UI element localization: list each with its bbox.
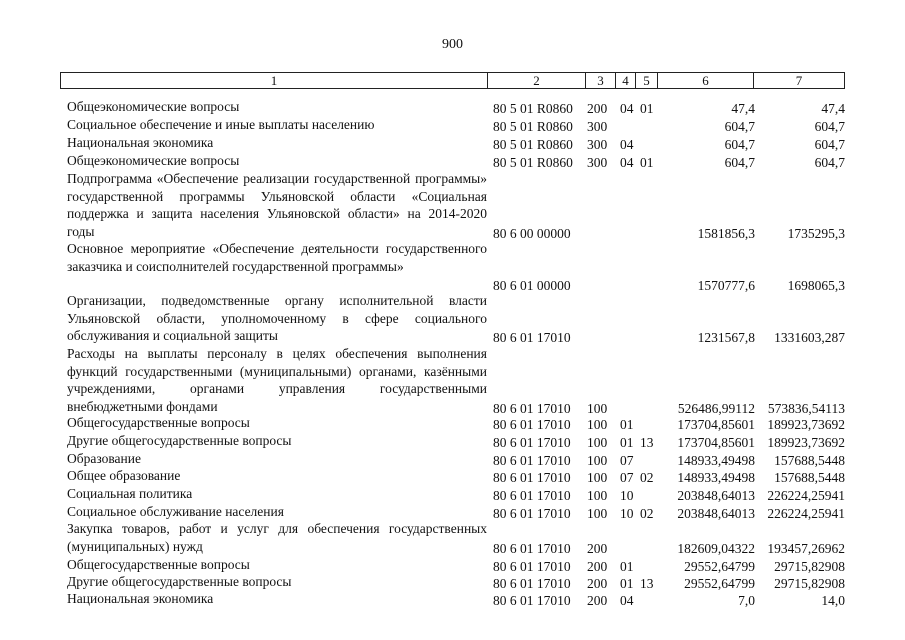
subsection: 13 <box>640 435 654 450</box>
amount-year-1: 182609,04322 <box>677 540 755 556</box>
budget-code: 80 5 01 R0860 <box>493 101 573 116</box>
budget-code: 80 6 01 17010 <box>493 506 571 521</box>
amount-year-1: 47,4 <box>731 101 755 116</box>
budget-code: 80 6 01 17010 <box>493 488 571 503</box>
row-name: Социальное обеспечение и иные выплаты населению <box>67 117 375 132</box>
header-col-6: 6 <box>657 72 754 89</box>
amount-year-1: 1570777,6 <box>697 278 755 293</box>
amount-year-2: 189923,73692 <box>767 417 845 432</box>
row-name: Общеэкономические вопросы <box>67 99 240 114</box>
amount-year-2: 29715,82908 <box>774 559 845 574</box>
row-name: Закупка товаров, работ и услуг для обеспечения государственных (муниципальных) нужд <box>67 521 487 554</box>
header-col-5: 5 <box>635 72 658 89</box>
amount-year-2: 47,4 <box>821 101 845 116</box>
expense-type: 200 <box>587 576 608 591</box>
section: 10 <box>620 488 634 503</box>
header-col-2: 2 <box>487 72 586 89</box>
subsection: 01 <box>640 101 654 116</box>
amount-year-1: 148933,49498 <box>677 470 755 485</box>
amount-year-2: 226224,25941 <box>767 506 845 521</box>
section: 04 <box>620 101 634 116</box>
section: 01 <box>620 417 634 432</box>
header-col-1: 1 <box>60 72 488 89</box>
expense-type: 200 <box>587 540 608 556</box>
amount-year-2: 604,7 <box>814 119 845 134</box>
page-number: 900 <box>442 37 463 52</box>
row-name: Другие общегосударственные вопросы <box>67 574 292 589</box>
budget-code: 80 6 01 17010 <box>493 417 571 432</box>
section: 04 <box>620 593 634 608</box>
expense-type: 200 <box>587 559 608 574</box>
row-name: Организации, подведомственные органу исполнительной власти Ульяновской области, уполномоченному в сфере социального обслуживания и социальной защиты <box>67 293 487 343</box>
expense-type: 100 <box>587 400 608 416</box>
amount-year-1: 173704,85601 <box>677 435 755 450</box>
row-name: Общее образование <box>67 468 181 483</box>
amount-year-2: 193457,26962 <box>767 540 845 556</box>
expense-type: 100 <box>587 453 608 468</box>
expense-type: 100 <box>587 488 608 503</box>
header-col-3: 3 <box>585 72 616 89</box>
row-name: Национальная экономика <box>67 591 214 606</box>
amount-year-1: 604,7 <box>724 155 755 170</box>
section: 01 <box>620 576 634 591</box>
row-name: Образование <box>67 451 141 466</box>
header-col-4: 4 <box>615 72 636 89</box>
header-col-7: 7 <box>753 72 845 89</box>
amount-year-2: 157688,5448 <box>774 470 845 485</box>
amount-year-2: 1331603,287 <box>774 330 845 345</box>
amount-year-2: 1735295,3 <box>787 225 845 241</box>
row-name: Социальное обслуживание населения <box>67 504 284 519</box>
budget-code: 80 6 01 17010 <box>493 576 571 591</box>
budget-code: 80 6 00 00000 <box>493 225 571 241</box>
row-name: Национальная экономика <box>67 135 214 150</box>
section: 01 <box>620 559 634 574</box>
amount-year-2: 1698065,3 <box>787 278 845 293</box>
expense-type: 300 <box>587 137 608 152</box>
expense-type: 100 <box>587 435 608 450</box>
expense-type: 100 <box>587 417 608 432</box>
amount-year-1: 1581856,3 <box>697 225 755 241</box>
budget-code: 80 6 01 17010 <box>493 330 571 345</box>
budget-code: 80 5 01 R0860 <box>493 119 573 134</box>
amount-year-1: 203848,64013 <box>677 488 755 503</box>
section: 07 <box>620 453 634 468</box>
amount-year-1: 29552,64799 <box>684 559 755 574</box>
budget-code: 80 6 01 17010 <box>493 435 571 450</box>
amount-year-2: 573836,54113 <box>767 400 845 416</box>
budget-code: 80 5 01 R0860 <box>493 137 573 152</box>
row-name: Общегосударственные вопросы <box>67 557 250 572</box>
amount-year-1: 604,7 <box>724 119 755 134</box>
budget-code: 80 6 01 17010 <box>493 593 571 608</box>
expense-type: 300 <box>587 119 608 134</box>
amount-year-1: 526486,99112 <box>677 400 755 416</box>
amount-year-1: 203848,64013 <box>677 506 755 521</box>
amount-year-2: 226224,25941 <box>767 488 845 503</box>
section: 07 <box>620 470 634 485</box>
budget-code: 80 5 01 R0860 <box>493 155 573 170</box>
section: 10 <box>620 506 634 521</box>
section: 04 <box>620 137 634 152</box>
amount-year-1: 173704,85601 <box>677 417 755 432</box>
expense-type: 100 <box>587 506 608 521</box>
row-name: Подпрограмма «Обеспечение реализации государственной программы» государственной программы Ульяновской области «Социальная поддержка и защита населения Ульяновской области» на 2014-2020 годы <box>67 171 487 239</box>
expense-type: 200 <box>587 593 608 608</box>
row-name: Социальная политика <box>67 486 193 501</box>
expense-type: 300 <box>587 155 608 170</box>
row-name: Общегосударственные вопросы <box>67 415 250 430</box>
amount-year-2: 604,7 <box>814 155 845 170</box>
amount-year-1: 29552,64799 <box>684 576 755 591</box>
subsection: 13 <box>640 576 654 591</box>
subsection: 01 <box>640 155 654 170</box>
subsection: 02 <box>640 506 654 521</box>
row-name: Общеэкономические вопросы <box>67 153 240 168</box>
amount-year-2: 604,7 <box>814 137 845 152</box>
expense-type: 200 <box>587 101 608 116</box>
amount-year-1: 148933,49498 <box>677 453 755 468</box>
row-name: Расходы на выплаты персоналу в целях обеспечения выполнения функций государственными (муниципальными) органами, казёнными учреждениями, органами управления государственными внебюджетными фондами <box>67 346 487 414</box>
amount-year-1: 7,0 <box>738 593 755 608</box>
budget-code: 80 6 01 17010 <box>493 559 571 574</box>
budget-code: 80 6 01 17010 <box>493 540 571 556</box>
amount-year-1: 1231567,8 <box>697 330 755 345</box>
amount-year-2: 157688,5448 <box>774 453 845 468</box>
amount-year-2: 29715,82908 <box>774 576 845 591</box>
subsection: 02 <box>640 470 654 485</box>
amount-year-2: 189923,73692 <box>767 435 845 450</box>
row-name: Другие общегосударственные вопросы <box>67 433 292 448</box>
section: 01 <box>620 435 634 450</box>
budget-code: 80 6 01 00000 <box>493 278 571 293</box>
section: 04 <box>620 155 634 170</box>
budget-code: 80 6 01 17010 <box>493 400 571 416</box>
row-name: Основное мероприятие «Обеспечение деятельности государственного заказчика и соисполнителей государственной программы» <box>67 241 487 274</box>
amount-year-1: 604,7 <box>724 137 755 152</box>
expense-type: 100 <box>587 470 608 485</box>
budget-code: 80 6 01 17010 <box>493 470 571 485</box>
budget-code: 80 6 01 17010 <box>493 453 571 468</box>
amount-year-2: 14,0 <box>821 593 845 608</box>
